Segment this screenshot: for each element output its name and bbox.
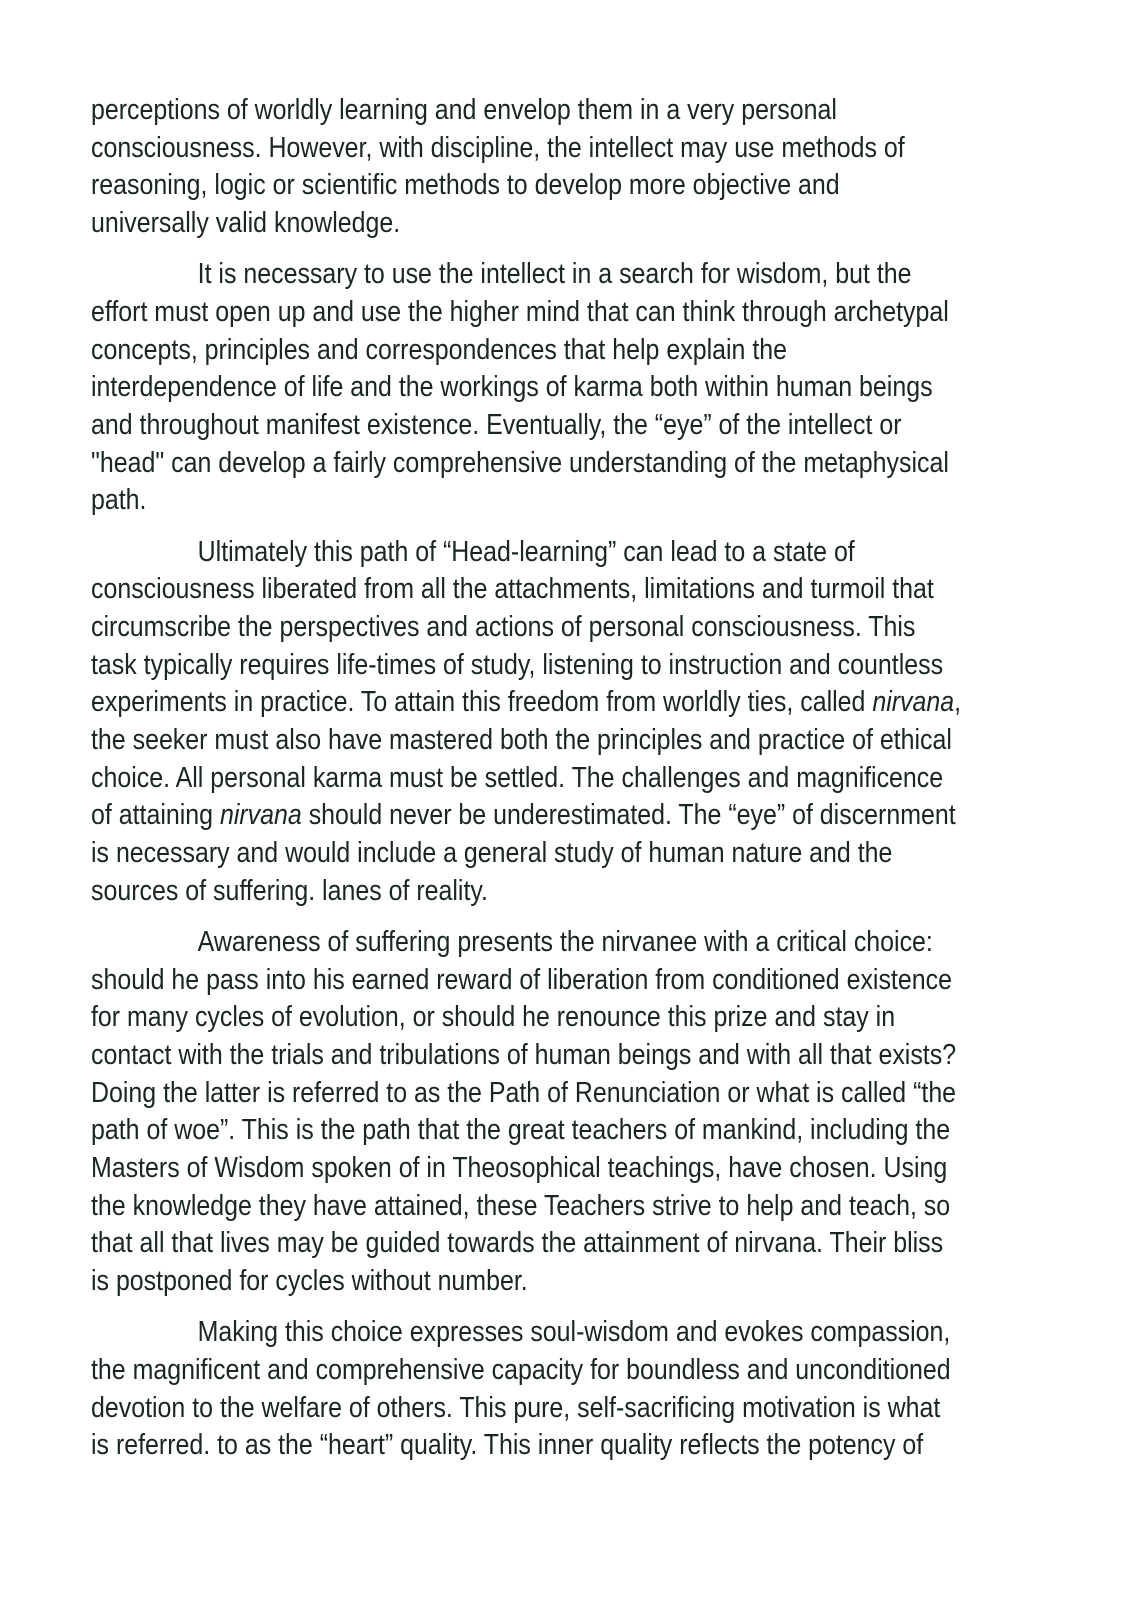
text-segment: for many cycles of evolution, or should he renounce this prize and stay in bbox=[91, 1001, 896, 1034]
text-line bbox=[91, 1075, 957, 1113]
text-line bbox=[91, 609, 934, 647]
text-segment: , bbox=[954, 686, 962, 719]
text-segment: the seeker must also have mastered both the principles and practice of ethical bbox=[91, 724, 952, 756]
text-segment: circumscribe the perspectives and actions of personal consciousness. This bbox=[91, 610, 916, 643]
text-segment: universally valid knowledge. bbox=[91, 207, 401, 240]
text-line bbox=[91, 760, 944, 798]
text-segment: is necessary and would include a general study of human nature and the bbox=[91, 837, 893, 870]
paragraph bbox=[91, 256, 949, 520]
text-segment: should he pass into his earned reward of liberation from conditioned existence bbox=[91, 963, 952, 996]
italic-term: nirvana bbox=[872, 686, 955, 719]
text-line bbox=[91, 167, 934, 205]
text-segment: choice. All personal karma must be settled. The challenges and magnificence bbox=[91, 761, 944, 794]
text-segment: Awareness of suffering presents the nirvanee with a critical choice: bbox=[197, 925, 933, 958]
text-line bbox=[91, 1112, 951, 1150]
text-segment: experiments in practice. To attain this freedom from worldly ties, called bbox=[91, 686, 873, 719]
text-segment: the knowledge they have attained, these Teachers strive to help and teach, so bbox=[91, 1189, 951, 1222]
text-line bbox=[91, 684, 962, 722]
text-segment: Masters of Wisdom spoken of in Theosophical teachings, have chosen. Using bbox=[91, 1152, 948, 1185]
text-line bbox=[91, 722, 952, 760]
text-segment: consciousness liberated from all the attachments, limitations and turmoil that bbox=[91, 573, 934, 606]
text-segment: Ultimately this path of “Head-learning” can lead to a state of bbox=[197, 535, 855, 568]
text-line bbox=[91, 924, 934, 962]
text-line bbox=[91, 873, 934, 911]
text-segment: Doing the latter is referred to as the Path of Renunciation or what is called “the bbox=[91, 1076, 957, 1109]
paragraph bbox=[91, 92, 934, 243]
text-segment: perceptions of worldly learning and envelop them in a very personal bbox=[91, 94, 837, 126]
text-line bbox=[91, 1314, 951, 1352]
text-segment: path. bbox=[91, 484, 147, 517]
text-segment: interdependence of life and the workings of karma both within human beings bbox=[91, 371, 933, 404]
text-line bbox=[91, 571, 934, 609]
text-line bbox=[91, 1225, 944, 1263]
text-segment: It is necessary to use the intellect in a search for wisdom, but the bbox=[197, 258, 912, 291]
paragraph bbox=[91, 1314, 951, 1465]
text-line bbox=[91, 205, 934, 243]
paragraph bbox=[91, 924, 957, 1301]
italic-term: nirvana bbox=[219, 799, 302, 832]
text-segment: path of woe”. This is the path that the great teachers of mankind, including the bbox=[91, 1114, 951, 1147]
text-line bbox=[91, 835, 934, 873]
text-line bbox=[91, 1427, 934, 1465]
text-line bbox=[91, 369, 934, 407]
text-line bbox=[91, 92, 934, 130]
text-segment: sources of suffering. lanes of reality. bbox=[91, 874, 488, 907]
document-page bbox=[91, 92, 962, 1479]
text-segment: should never be underestimated. The “eye” of discernment bbox=[301, 799, 956, 832]
text-line bbox=[91, 1352, 951, 1390]
text-segment: task typically requires life-times of study, listening to instruction and countless bbox=[91, 648, 944, 681]
text-segment: contact with the trials and tribulations of human beings and with all that exists? bbox=[91, 1039, 957, 1071]
text-segment: is postponed for cycles without number. bbox=[91, 1265, 528, 1298]
text-segment: devotion to the welfare of others. This pure, self-sacrificing motivation is what bbox=[91, 1391, 941, 1424]
text-line bbox=[91, 962, 952, 1000]
text-segment: and throughout manifest existence. Eventually, the “eye” of the intellect or bbox=[91, 409, 902, 441]
text-segment: reasoning, logic or scientific methods to develop more objective and bbox=[91, 169, 840, 202]
text-segment: effort must open up and use the higher mind that can think through archetypal bbox=[91, 295, 949, 328]
text-segment: of attaining bbox=[91, 799, 220, 832]
text-segment: is referred. to as the “heart” quality. This inner quality reflects the potency of bbox=[91, 1429, 924, 1462]
text-line bbox=[91, 1263, 934, 1301]
text-segment: Making this choice expresses soul-wisdom and evokes compassion, bbox=[197, 1316, 951, 1349]
text-line bbox=[91, 999, 934, 1037]
text-line bbox=[91, 332, 934, 370]
paragraph bbox=[91, 534, 962, 911]
text-segment: "head" can develop a fairly comprehensive understanding of the metaphysical bbox=[91, 446, 949, 479]
text-line bbox=[91, 647, 944, 685]
text-line bbox=[91, 534, 934, 572]
text-line bbox=[91, 445, 949, 483]
text-line bbox=[91, 294, 949, 332]
text-line bbox=[91, 482, 934, 520]
text-segment: concepts, principles and correspondences that help explain the bbox=[91, 333, 787, 366]
text-line bbox=[91, 130, 934, 168]
text-segment: consciousness. However, with discipline, the intellect may use methods of bbox=[91, 131, 905, 164]
text-line bbox=[91, 1188, 951, 1226]
text-line bbox=[91, 256, 934, 294]
text-line bbox=[91, 1150, 948, 1188]
text-segment: the magnificent and comprehensive capacity for boundless and unconditioned bbox=[91, 1354, 951, 1386]
text-line bbox=[91, 1390, 941, 1428]
text-segment: that all that lives may be guided towards the attainment of nirvana. Their bliss bbox=[91, 1227, 944, 1260]
text-line bbox=[91, 407, 934, 445]
text-line bbox=[91, 1037, 957, 1075]
text-line bbox=[91, 797, 956, 835]
